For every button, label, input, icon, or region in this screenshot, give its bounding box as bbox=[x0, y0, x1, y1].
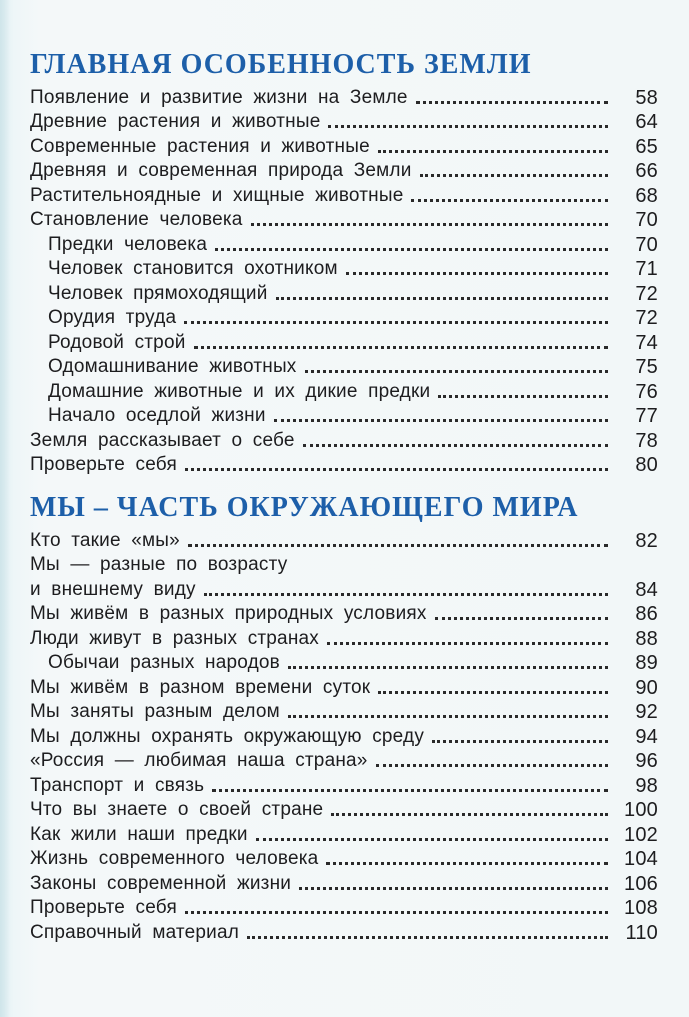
toc-subentry[interactable] bbox=[30, 305, 658, 330]
entry-title: Древние растения и животные bbox=[30, 111, 321, 132]
entry-title: Проверьте себя bbox=[30, 454, 177, 475]
dot-leader bbox=[438, 395, 608, 398]
entry-title: «Россия — любимая наша страна» bbox=[30, 750, 368, 771]
toc-entry[interactable] bbox=[30, 797, 658, 822]
entry-page-number: 66 bbox=[635, 160, 658, 182]
entry-page-number: 102 bbox=[624, 823, 658, 846]
toc-entry[interactable] bbox=[30, 427, 658, 452]
entry-title: Человек становится охотником bbox=[48, 258, 338, 279]
toc-subentry[interactable] bbox=[30, 256, 658, 281]
entry-title: Древняя и современная природа Земли bbox=[30, 160, 412, 181]
toc-entry[interactable] bbox=[30, 182, 658, 207]
dot-leader bbox=[185, 911, 608, 914]
entry-page-number: 104 bbox=[624, 848, 658, 870]
entry-page-number: 100 bbox=[624, 799, 658, 821]
entry-page-number: 82 bbox=[635, 529, 658, 552]
dot-leader bbox=[326, 862, 608, 865]
entry-title: Предки человека bbox=[48, 233, 208, 255]
entry-title: Современные растения и животные bbox=[30, 135, 370, 157]
dot-leader bbox=[331, 813, 608, 816]
page-edge-shadow bbox=[0, 0, 10, 1017]
toc-entry[interactable] bbox=[30, 207, 658, 232]
toc-subentry[interactable] bbox=[30, 378, 658, 403]
toc-entry[interactable] bbox=[30, 772, 658, 797]
toc-entry[interactable] bbox=[30, 699, 658, 724]
entry-title-continuation: и внешнему виду bbox=[30, 578, 196, 600]
dot-leader bbox=[305, 370, 609, 373]
toc-subentry[interactable] bbox=[30, 329, 658, 354]
entry-page-number: 89 bbox=[635, 652, 658, 674]
entry-title: Мы живём в разном времени суток bbox=[30, 676, 371, 698]
dot-leader bbox=[194, 346, 608, 349]
dot-leader bbox=[185, 468, 608, 471]
entry-page-number: 98 bbox=[635, 774, 658, 797]
dot-leader bbox=[435, 617, 608, 620]
toc-entry[interactable] bbox=[30, 109, 658, 134]
dot-leader bbox=[411, 199, 608, 202]
entry-page-number: 68 bbox=[635, 184, 658, 207]
entry-title: Человек прямоходящий bbox=[48, 282, 268, 304]
entry-page-number: 80 bbox=[635, 454, 658, 476]
entry-title: Законы современной жизни bbox=[30, 872, 292, 894]
entry-title: Начало оседлой жизни bbox=[48, 405, 266, 426]
entry-title: Растительноядные и хищные животные bbox=[30, 184, 404, 206]
entry-title: Одомашнивание животных bbox=[48, 356, 297, 377]
entry-title: Справочный материал bbox=[30, 921, 240, 943]
dot-leader bbox=[215, 248, 608, 251]
dot-leader bbox=[256, 838, 608, 841]
toc-list-section-2 bbox=[30, 527, 658, 944]
entry-page-number: 88 bbox=[635, 627, 658, 650]
entry-page-number: 75 bbox=[635, 356, 658, 378]
toc-entry-second-line[interactable] bbox=[30, 576, 658, 601]
toc-subentry[interactable] bbox=[30, 231, 658, 256]
toc-subentry[interactable] bbox=[30, 403, 658, 428]
entry-title: Родовой строй bbox=[48, 331, 186, 353]
toc-subentry[interactable] bbox=[30, 650, 658, 675]
entry-page-number: 106 bbox=[624, 872, 658, 895]
entry-title: Домашние животные и их дикие предки bbox=[48, 380, 431, 402]
dot-leader bbox=[303, 444, 608, 447]
toc-entry[interactable] bbox=[30, 84, 658, 109]
entry-title: Становление человека bbox=[30, 209, 243, 230]
entry-page-number: 65 bbox=[635, 135, 658, 158]
entry-title: Как жили наши предки bbox=[30, 823, 248, 845]
dot-leader bbox=[276, 297, 608, 300]
entry-page-number: 71 bbox=[635, 258, 658, 280]
toc-entry[interactable] bbox=[30, 723, 658, 748]
entry-page-number: 70 bbox=[635, 209, 658, 231]
toc-entry[interactable] bbox=[30, 919, 658, 944]
toc-subentry[interactable] bbox=[30, 280, 658, 305]
entry-title: Проверьте себя bbox=[30, 897, 177, 918]
entry-title: Транспорт и связь bbox=[30, 774, 205, 796]
entry-title: Мы заняты разным делом bbox=[30, 701, 280, 722]
table-of-contents bbox=[30, 50, 658, 944]
dot-leader bbox=[204, 593, 608, 596]
entry-page-number: 96 bbox=[635, 750, 658, 772]
toc-entry[interactable] bbox=[30, 895, 658, 920]
entry-page-number: 58 bbox=[635, 86, 658, 109]
dot-leader bbox=[299, 887, 608, 890]
entry-page-number: 86 bbox=[635, 603, 658, 625]
toc-list-section-1 bbox=[30, 84, 658, 476]
entry-page-number: 94 bbox=[635, 725, 658, 748]
dot-leader bbox=[288, 666, 608, 669]
toc-entry[interactable] bbox=[30, 133, 658, 158]
entry-page-number: 92 bbox=[635, 701, 658, 723]
entry-title: Жизнь современного человека bbox=[30, 848, 319, 869]
toc-subentry[interactable] bbox=[30, 354, 658, 379]
dot-leader bbox=[432, 740, 608, 743]
toc-entry[interactable] bbox=[30, 452, 658, 477]
dot-leader bbox=[420, 174, 608, 177]
dot-leader bbox=[288, 715, 608, 718]
toc-entry[interactable] bbox=[30, 846, 658, 871]
dot-leader bbox=[378, 150, 608, 153]
dot-leader bbox=[274, 419, 608, 422]
entry-title: Мы должны охранять окружающую среду bbox=[30, 725, 425, 747]
toc-entry[interactable] bbox=[30, 821, 658, 846]
entry-page-number: 72 bbox=[635, 282, 658, 305]
entry-title: Кто такие «мы» bbox=[30, 529, 180, 551]
toc-entry-first-line[interactable] bbox=[30, 552, 658, 577]
toc-entry[interactable] bbox=[30, 527, 658, 552]
toc-entry[interactable] bbox=[30, 158, 658, 183]
entry-title: Что вы знаете о своей стране bbox=[30, 799, 324, 820]
entry-title: Орудия труда bbox=[48, 307, 177, 328]
dot-leader bbox=[184, 321, 608, 324]
entry-page-number: 77 bbox=[635, 405, 658, 427]
entry-page-number: 70 bbox=[635, 233, 658, 256]
entry-title: Люди живут в разных странах bbox=[30, 627, 319, 649]
dot-leader bbox=[376, 764, 608, 767]
entry-title: Мы живём в разных природных условиях bbox=[30, 603, 427, 624]
toc-entry[interactable] bbox=[30, 674, 658, 699]
section-title-main-feature: ГЛАВНАЯ ОСОБЕННОСТЬ ЗЕМЛИ bbox=[30, 49, 532, 80]
dot-leader bbox=[212, 789, 608, 792]
toc-entry[interactable] bbox=[30, 625, 658, 650]
dot-leader bbox=[247, 936, 608, 939]
entry-title: Появление и развитие жизни на Земле bbox=[30, 86, 408, 108]
dot-leader bbox=[188, 544, 608, 547]
dot-leader bbox=[416, 101, 608, 104]
toc-entry[interactable] bbox=[30, 601, 658, 626]
dot-leader bbox=[327, 642, 608, 645]
entry-title: Земля рассказывает о себе bbox=[30, 429, 295, 451]
dot-leader bbox=[251, 223, 608, 226]
entry-page-number: 108 bbox=[624, 897, 658, 919]
entry-page-number: 90 bbox=[635, 676, 658, 699]
entry-page-number: 110 bbox=[625, 921, 658, 944]
entry-page-number: 64 bbox=[635, 111, 658, 133]
entry-page-number: 76 bbox=[635, 380, 658, 403]
section-title-we-part-of-world: МЫ – ЧАСТЬ ОКРУЖАЮЩЕГО МИРА bbox=[30, 492, 579, 523]
entry-page-number: 74 bbox=[635, 331, 658, 354]
dot-leader bbox=[346, 272, 608, 275]
dot-leader bbox=[328, 125, 608, 128]
entry-title: Мы — разные по возрасту bbox=[30, 554, 288, 575]
entry-page-number: 78 bbox=[635, 429, 658, 452]
entry-page-number: 84 bbox=[635, 578, 658, 601]
toc-entry[interactable] bbox=[30, 870, 658, 895]
toc-entry[interactable] bbox=[30, 748, 658, 773]
entry-title: Обычаи разных народов bbox=[48, 652, 280, 673]
entry-page-number: 72 bbox=[635, 307, 658, 329]
dot-leader bbox=[378, 691, 608, 694]
